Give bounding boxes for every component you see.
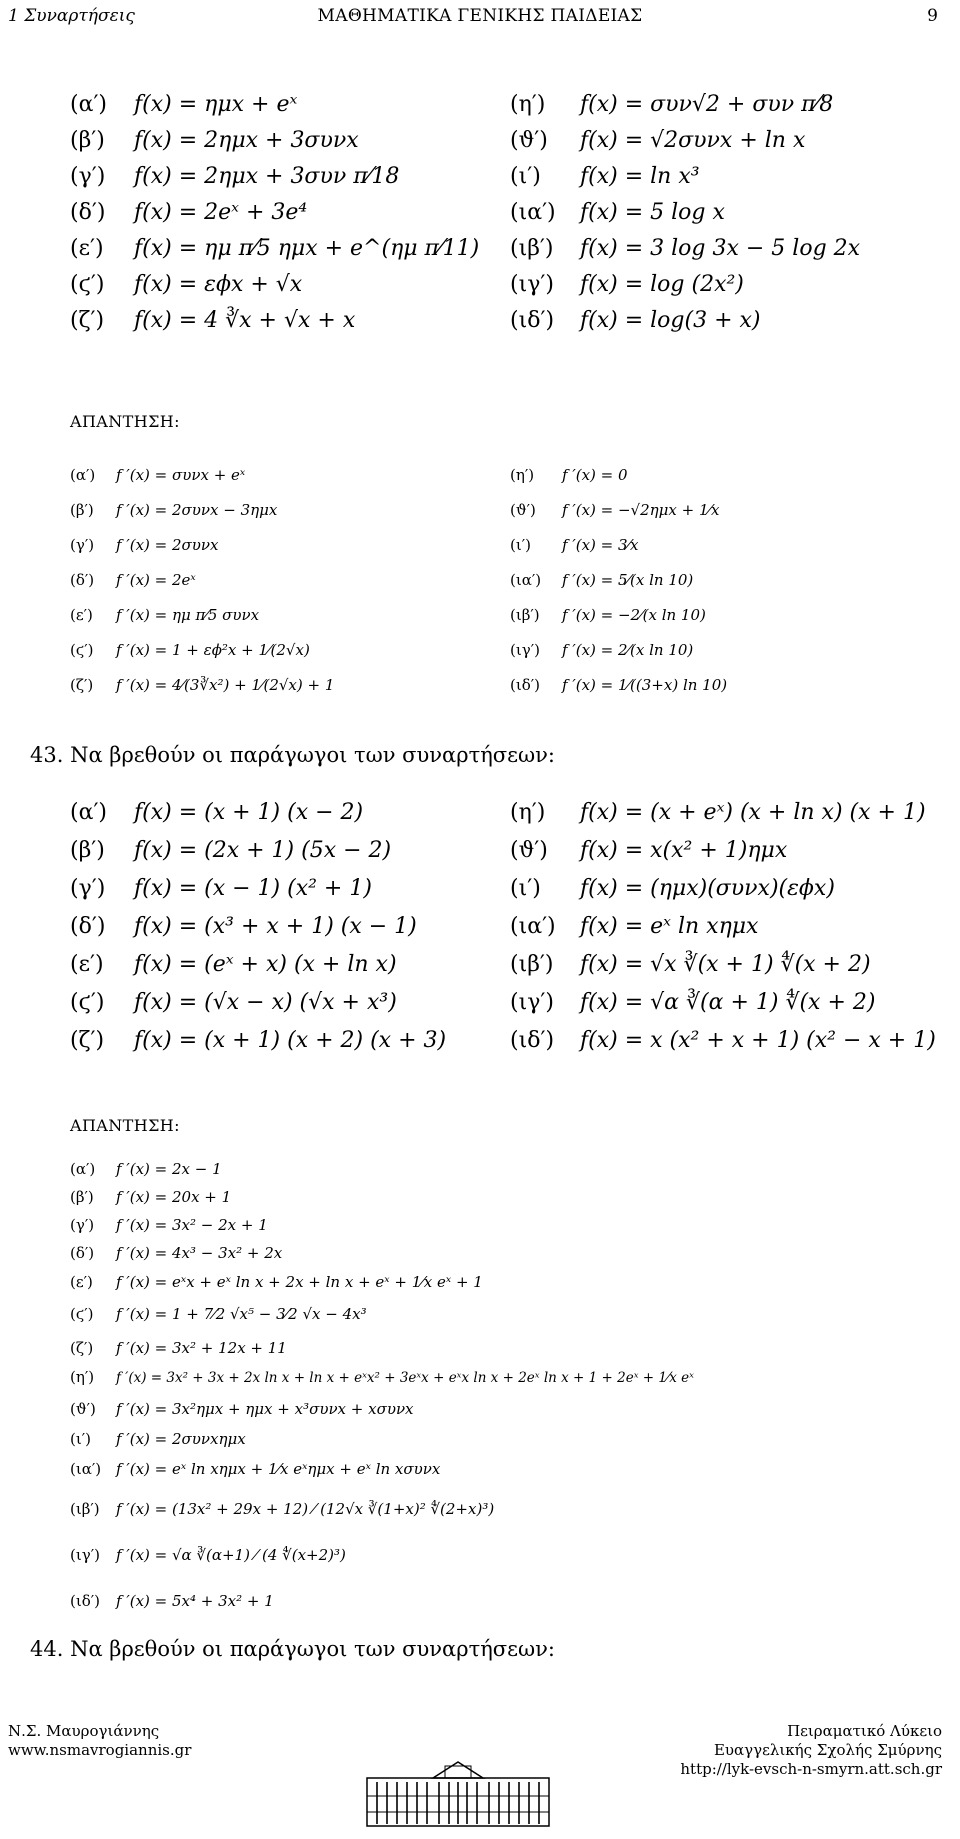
school-name-2: Ευαγγελικής Σχολής Σμύρνης	[713, 1741, 942, 1759]
school-block	[680, 1722, 942, 1779]
school-building-icon	[363, 1756, 553, 1828]
answer-heading: ΑΠΑΝΤΗΣΗ:	[70, 412, 180, 431]
page-header	[8, 6, 952, 30]
question-43: 43. Να βρεθούν οι παράγωγοι των συναρτήσεων:	[30, 743, 555, 767]
school-url[interactable]: http://lyk-evsch-n-smyrn.att.sch.gr	[680, 1760, 942, 1778]
page-number: 9	[927, 6, 938, 26]
answer-heading: ΑΠΑΝΤΗΣΗ:	[70, 1116, 180, 1135]
author-website[interactable]: www.nsmavrogiannis.gr	[8, 1741, 192, 1759]
page-footer	[8, 1722, 952, 1832]
author-name: Ν.Σ. Μαυρογιάννης	[8, 1722, 160, 1740]
book-title: ΜΑΘΗΜΑΤΙΚΑ ΓΕΝΙΚΗΣ ΠΑΙΔΕΙΑΣ	[317, 6, 643, 26]
question-44: 44. Να βρεθούν οι παράγωγοι των συναρτήσεων:	[30, 1637, 555, 1661]
author-block	[8, 1722, 191, 1760]
school-name: Πειραματικό Λύκειο	[787, 1722, 942, 1740]
chapter-title: 1 Συναρτήσεις	[8, 6, 135, 26]
